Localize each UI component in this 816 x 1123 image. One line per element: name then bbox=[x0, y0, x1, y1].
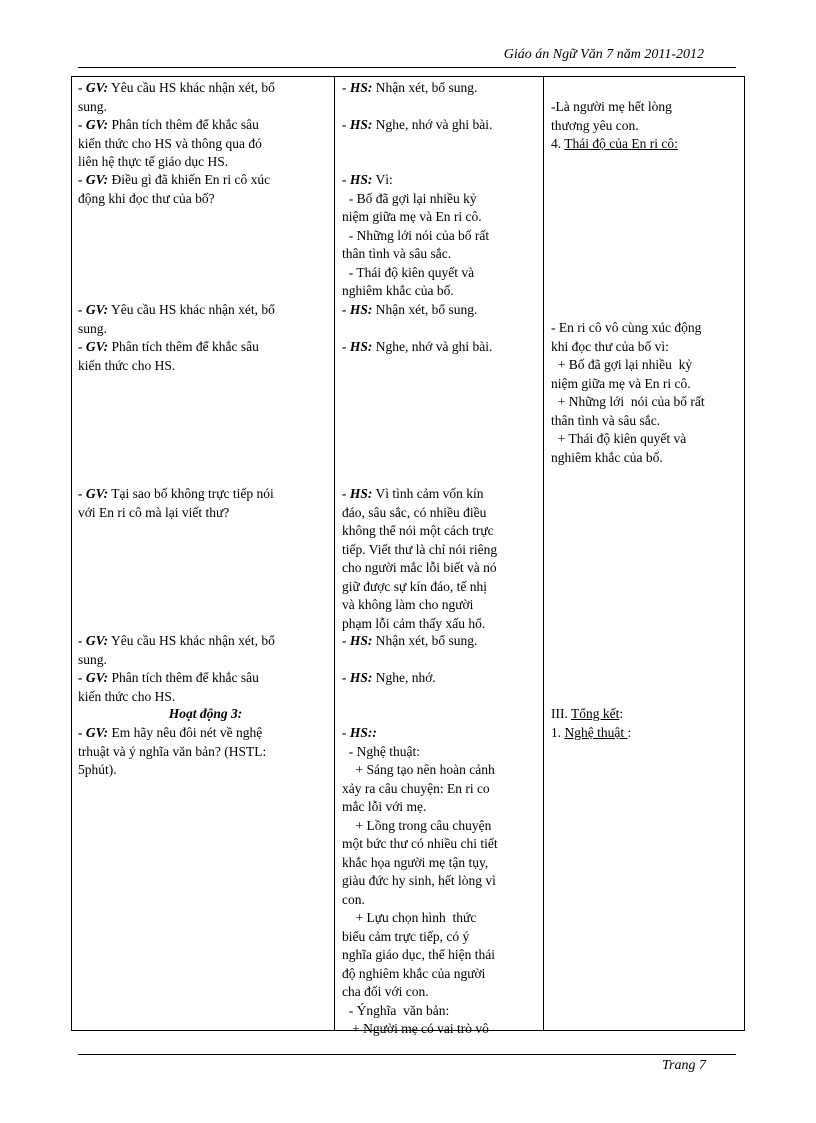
page-header-title: Giáo án Ngữ Văn 7 năm 2011-2012 bbox=[503, 47, 704, 62]
hs-answer-why-letter: - HS: Vì tình cảm vốn kín đáo, sâu sắc, có nhiều điều không thể nói một cách trực tiếp. Viết thư là chỉ nói riêng cho người mắc lỗi biết và nó giữ được sự kín đáo, tế nhị và không làm cho người phạm lỗi cảm thấy xấu hổ. bbox=[342, 486, 498, 631]
gv-label: - GV: bbox=[78, 486, 109, 501]
hs-label: - HS: bbox=[342, 80, 373, 95]
gv-question-art-meaning: - GV: Em hãy nêu đôi nét về nghệ trhuật và ý nghĩa văn bản? (HSTL: 5phút). bbox=[78, 725, 267, 777]
hs-listen-3: - HS: Nghe, nhớ. bbox=[342, 670, 436, 685]
hs-review-3: - HS: Nhận xét, bổ sung. bbox=[342, 633, 478, 648]
gv-label: - GV: bbox=[78, 117, 109, 132]
hs-label: - HS: bbox=[342, 670, 373, 685]
gv-label: - GV: bbox=[78, 172, 109, 187]
page-number: Trang 7 bbox=[662, 1058, 706, 1073]
hs-label: - HS: bbox=[342, 302, 373, 317]
gv-label: - GV: bbox=[78, 80, 109, 95]
gv-label: - GV: bbox=[78, 633, 109, 648]
header-rule bbox=[78, 67, 736, 68]
gv-analysis-3: - GV: Phân tích thêm để khắc sâu kiến thức cho HS. bbox=[78, 670, 259, 704]
hs-review-1: - HS: Nhận xét, bổ sung. bbox=[342, 80, 478, 95]
hs-listen-1: - HS: Nghe, nhớ và ghi bài. bbox=[342, 117, 493, 132]
section-4-heading: 4. Thái độ của En ri cô: bbox=[551, 136, 678, 151]
gv-label: - GV: bbox=[78, 670, 109, 685]
gv-question-why-letter: - GV: Tại sao bố không trực tiếp nói với En ri cô mà lại viết thư? bbox=[78, 486, 274, 520]
section-1-art-heading: 1. Nghệ thuật : bbox=[551, 725, 632, 740]
hs-listen-2: - HS: Nghe, nhớ và ghi bài. bbox=[342, 339, 493, 354]
gv-label: - GV: bbox=[78, 725, 109, 740]
gv-label: - GV: bbox=[78, 339, 109, 354]
hs-review-2: - HS: Nhận xét, bổ sung. bbox=[342, 302, 478, 317]
hs-label: - HS: bbox=[342, 725, 373, 740]
hs-answer-enrico: - HS: Vì: - Bố đã gợi lại nhiều kỷ niệm giữa mẹ và En ri cô. - Những lới nói của bố rất thân tình và sâu sắc. - Thái độ kiên quyết và nghiêm khắc của bố. bbox=[342, 172, 490, 298]
hs-label: - HS: bbox=[342, 633, 373, 648]
content-enrico-moved: - En ri cô vô cùng xúc động khi đọc thư của bố vì: + Bố đã gợi lại nhiều kỷ niệm giữa mẹ và En ri cô. + Những lới nói của bố rất thân tình và sâu sắc. + Thái độ kiên quyết và nghiêm khắc của bố. bbox=[551, 320, 705, 465]
hs-label: - HS: bbox=[342, 486, 373, 501]
gv-request-review-3: - GV: Yêu cầu HS khác nhận xét, bổ sung. bbox=[78, 633, 275, 667]
activity-3-heading: Hoạt động 3: bbox=[168, 706, 243, 721]
gv-request-review-1: - GV: Yêu cầu HS khác nhận xét, bổ sung. bbox=[78, 80, 275, 114]
hs-label: - HS: bbox=[342, 339, 373, 354]
gv-analysis-1: - GV: Phân tích thêm để khắc sâu kiến thức cho HS và thông qua đó liên hệ thực tế giáo dục HS. bbox=[78, 117, 262, 169]
section-III-summary-heading: III. Tổng kết: bbox=[551, 706, 624, 721]
gv-analysis-2: - GV: Phân tích thêm để khắc sâu kiến thức cho HS. bbox=[78, 339, 259, 373]
hs-label: - HS: bbox=[342, 117, 373, 132]
hs-answer-art-meaning: - HS:: - Nghệ thuật: + Sáng tạo nên hoàn cảnh xảy ra câu chuyện: En ri co mắc lỗi với mẹ. + Lồng trong câu chuyện một bức thư có nhiều chi tiết khắc họa người mẹ tận tụy, giàu đức hy sinh, hết lòng vì con. + Lựu chọn hình thức biểu cảm trực tiếp, có ý nghĩa giáo dục, thể hiện thái độ nghiêm khắc của người cha đối với con. - Ýnghĩa văn bản: + Người mẹ có vai trò vô bbox=[342, 725, 498, 1036]
hs-label: - HS: bbox=[342, 172, 373, 187]
footer-rule bbox=[78, 1054, 736, 1055]
column-divider-2 bbox=[543, 77, 544, 1030]
content-mother-love: -Là người mẹ hết lòng thương yêu con. bbox=[551, 99, 672, 133]
gv-request-review-2: - GV: Yêu cầu HS khác nhận xét, bổ sung. bbox=[78, 302, 275, 336]
gv-question-enrico-moved: - GV: Điều gì đã khiến En ri cô xúc động khi đọc thư của bố? bbox=[78, 172, 271, 206]
gv-label: - GV: bbox=[78, 302, 109, 317]
lesson-table bbox=[71, 76, 745, 1036]
column-divider-1 bbox=[334, 77, 335, 1030]
